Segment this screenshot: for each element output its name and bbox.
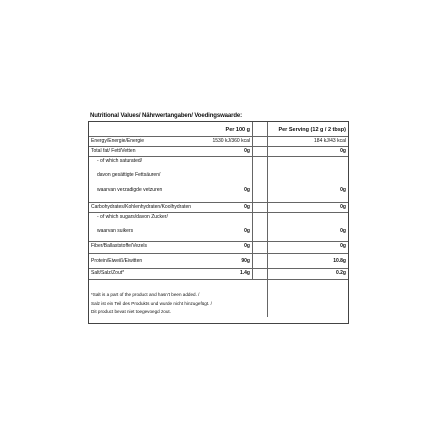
row-divider	[89, 241, 348, 242]
row-per100: 1.4g	[239, 270, 250, 276]
row-serving: 0.2g	[335, 270, 346, 276]
row-label: - of which sugars/davon Zucker/	[97, 214, 168, 220]
footnote: *Salt is a part of the product and hasn't been added. /	[91, 292, 200, 297]
row-divider	[89, 253, 348, 254]
row-divider	[89, 202, 348, 203]
row-per100: 0g	[244, 148, 250, 154]
header-divider	[89, 136, 348, 137]
row-label: Fiber/Ballaststoffe/Vezels	[91, 243, 148, 249]
row-per100: 0g	[244, 243, 250, 249]
row-label: waarvan verzadigde vetzuren	[97, 187, 163, 193]
row-per100: 0g	[244, 228, 250, 234]
row-serving: 0g	[340, 204, 346, 210]
footnote: Dit product bevat niet toegevoegd zout.	[91, 309, 171, 314]
row-divider	[89, 212, 348, 213]
row-per100: 0g	[244, 204, 250, 210]
row-label: Carbohydrates/Kohlenhydraten/Koolhydraten	[91, 204, 192, 210]
row-divider	[89, 146, 348, 147]
row-per100: 90g	[241, 258, 250, 264]
column-separator	[267, 122, 268, 317]
row-label: davon gesättigte Fettsäuren/	[97, 172, 161, 178]
row-label: Protein/Eiweiß/Eiwitten	[91, 258, 143, 264]
row-divider	[89, 156, 348, 157]
row-serving: 0g	[340, 187, 346, 193]
row-per100: 1530 kJ/360 kcal	[212, 138, 250, 144]
row-label: Energy/Energie/Energie	[91, 138, 145, 144]
row-divider	[89, 268, 348, 269]
row-label: Total fat/ Fett/Vetten	[91, 148, 136, 154]
row-serving: 10.8g	[333, 258, 346, 264]
nutrition-table	[88, 121, 349, 324]
row-label: waarvan suikers	[97, 228, 134, 234]
row-label: Salt/Salz/Zout*	[91, 270, 125, 276]
column-header-per100: Per 100 g	[225, 127, 250, 133]
column-header-serving: Per Serving (12 g / 2 tbsp)	[278, 127, 346, 133]
column-separator	[252, 122, 253, 279]
row-serving: 0g	[340, 243, 346, 249]
row-per100: 0g	[244, 187, 250, 193]
row-serving: 0g	[340, 228, 346, 234]
footnote: Salz ist ein Teil des Produkts und wurde nicht hinzugefügt. /	[91, 301, 212, 306]
row-label: - of which saturated/	[97, 158, 143, 164]
row-serving: 184 kJ/43 kcal	[314, 138, 346, 144]
row-divider	[89, 279, 348, 280]
nutrition-heading: Nutritional Values/ Nährwertangaben/ Voedingswaarde:	[90, 113, 243, 119]
row-serving: 0g	[340, 148, 346, 154]
